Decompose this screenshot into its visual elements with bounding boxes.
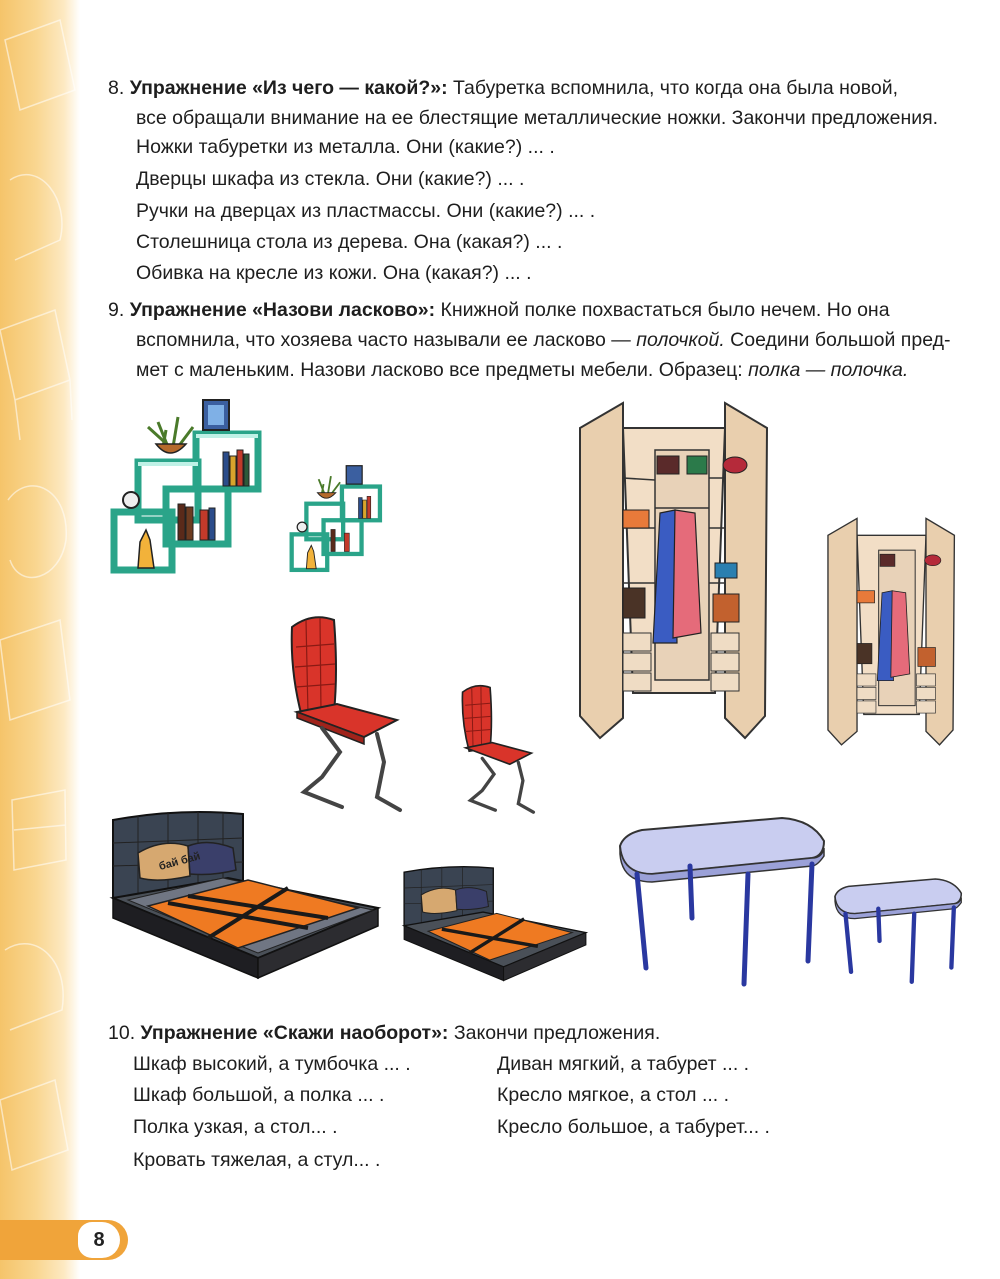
side-decoration xyxy=(0,0,80,1279)
exercise-10-title: Упражнение «Скажи наоборот»: xyxy=(140,1022,449,1044)
exercise-8-intro-text: Табуретка вспомнила, что когда она была новой, xyxy=(447,77,898,99)
exercise-9-example-word: полочкой. xyxy=(636,329,725,351)
page-number: 8 xyxy=(78,1222,120,1258)
exercise-8-title: Упражнение «Из чего — какой?»: xyxy=(129,77,448,99)
exercise-9-text: мет с маленьким. Назови ласково все предметы мебели. Образец: xyxy=(136,359,749,381)
exercise-10-left-sentence: Шкаф высокий, а тумбочка ... . xyxy=(133,1053,411,1075)
exercise-8-sentence: Обивка на кресле из кожи. Она (какая?) ... . xyxy=(136,262,532,284)
exercise-8-sentence: Ножки табуретки из металла. Они (какие?) ... . xyxy=(136,136,555,158)
exercise-10-intro xyxy=(108,1018,978,1048)
small-bed-image xyxy=(400,864,590,982)
exercise-9-line3 xyxy=(108,355,978,385)
small-wardrobe-image xyxy=(818,515,963,755)
exercise-9-number: 9. xyxy=(108,299,125,321)
exercise-8-intro xyxy=(108,73,978,103)
exercise-9-line2 xyxy=(108,325,978,355)
exercise-8-sentence: Столешница стола из дерева. Она (какая?) ... . xyxy=(136,231,563,253)
exercise-10 xyxy=(108,1018,978,1048)
exercise-10-left-sentence: Шкаф большой, а полка ... . xyxy=(133,1084,385,1106)
small-shelf-image xyxy=(288,460,383,575)
exercise-10-right-sentence: Диван мягкий, а табурет ... . xyxy=(497,1053,750,1075)
exercise-9-text: Книжной полке похвастаться было нечем. Но она xyxy=(435,299,890,321)
exercise-8-number: 8. xyxy=(108,77,125,99)
large-shelf-image xyxy=(108,392,263,577)
large-table-image xyxy=(612,816,830,988)
exercise-10-number: 10. xyxy=(108,1022,136,1044)
small-chair-image xyxy=(456,682,538,817)
exercise-10-right-sentence: Кресло большое, а табурет... . xyxy=(497,1116,770,1138)
large-bed-image xyxy=(108,808,383,980)
small-table-image xyxy=(830,876,965,986)
large-chair-image xyxy=(282,612,407,817)
exercise-8 xyxy=(108,73,978,133)
exercise-9 xyxy=(108,295,978,385)
exercise-9-text: Соедини большой пред- xyxy=(724,329,951,351)
pillow-text: бай бай xyxy=(157,850,202,873)
exercise-8-intro-line2: все обращали внимание на ее блестящие металлические ножки. Закончи предложения. xyxy=(136,107,939,129)
exercise-9-text: вспомнила, что хозяева часто называли ее ласково — xyxy=(136,329,637,351)
exercise-10-left-sentence: Полка узкая, а стол... . xyxy=(133,1116,338,1138)
exercise-8-sentence: Ручки на дверцах из пластмассы. Они (какие?) ... . xyxy=(136,200,596,222)
exercise-9-sample: полка — полочка. xyxy=(748,359,909,381)
exercise-10-right-sentence: Кресло мягкое, а стол ... . xyxy=(497,1084,730,1106)
exercise-8-sentence: Дверцы шкафа из стекла. Они (какие?) ... . xyxy=(136,168,525,190)
exercise-9-title: Упражнение «Назови ласково»: xyxy=(129,299,436,321)
exercise-9-line1 xyxy=(108,295,978,325)
large-wardrobe-image xyxy=(575,398,770,753)
furniture-sketch-pattern xyxy=(0,0,80,1279)
exercise-10-left-sentence: Кровать тяжелая, а стул... . xyxy=(133,1149,381,1171)
exercise-10-text: Закончи предложения. xyxy=(448,1022,661,1044)
